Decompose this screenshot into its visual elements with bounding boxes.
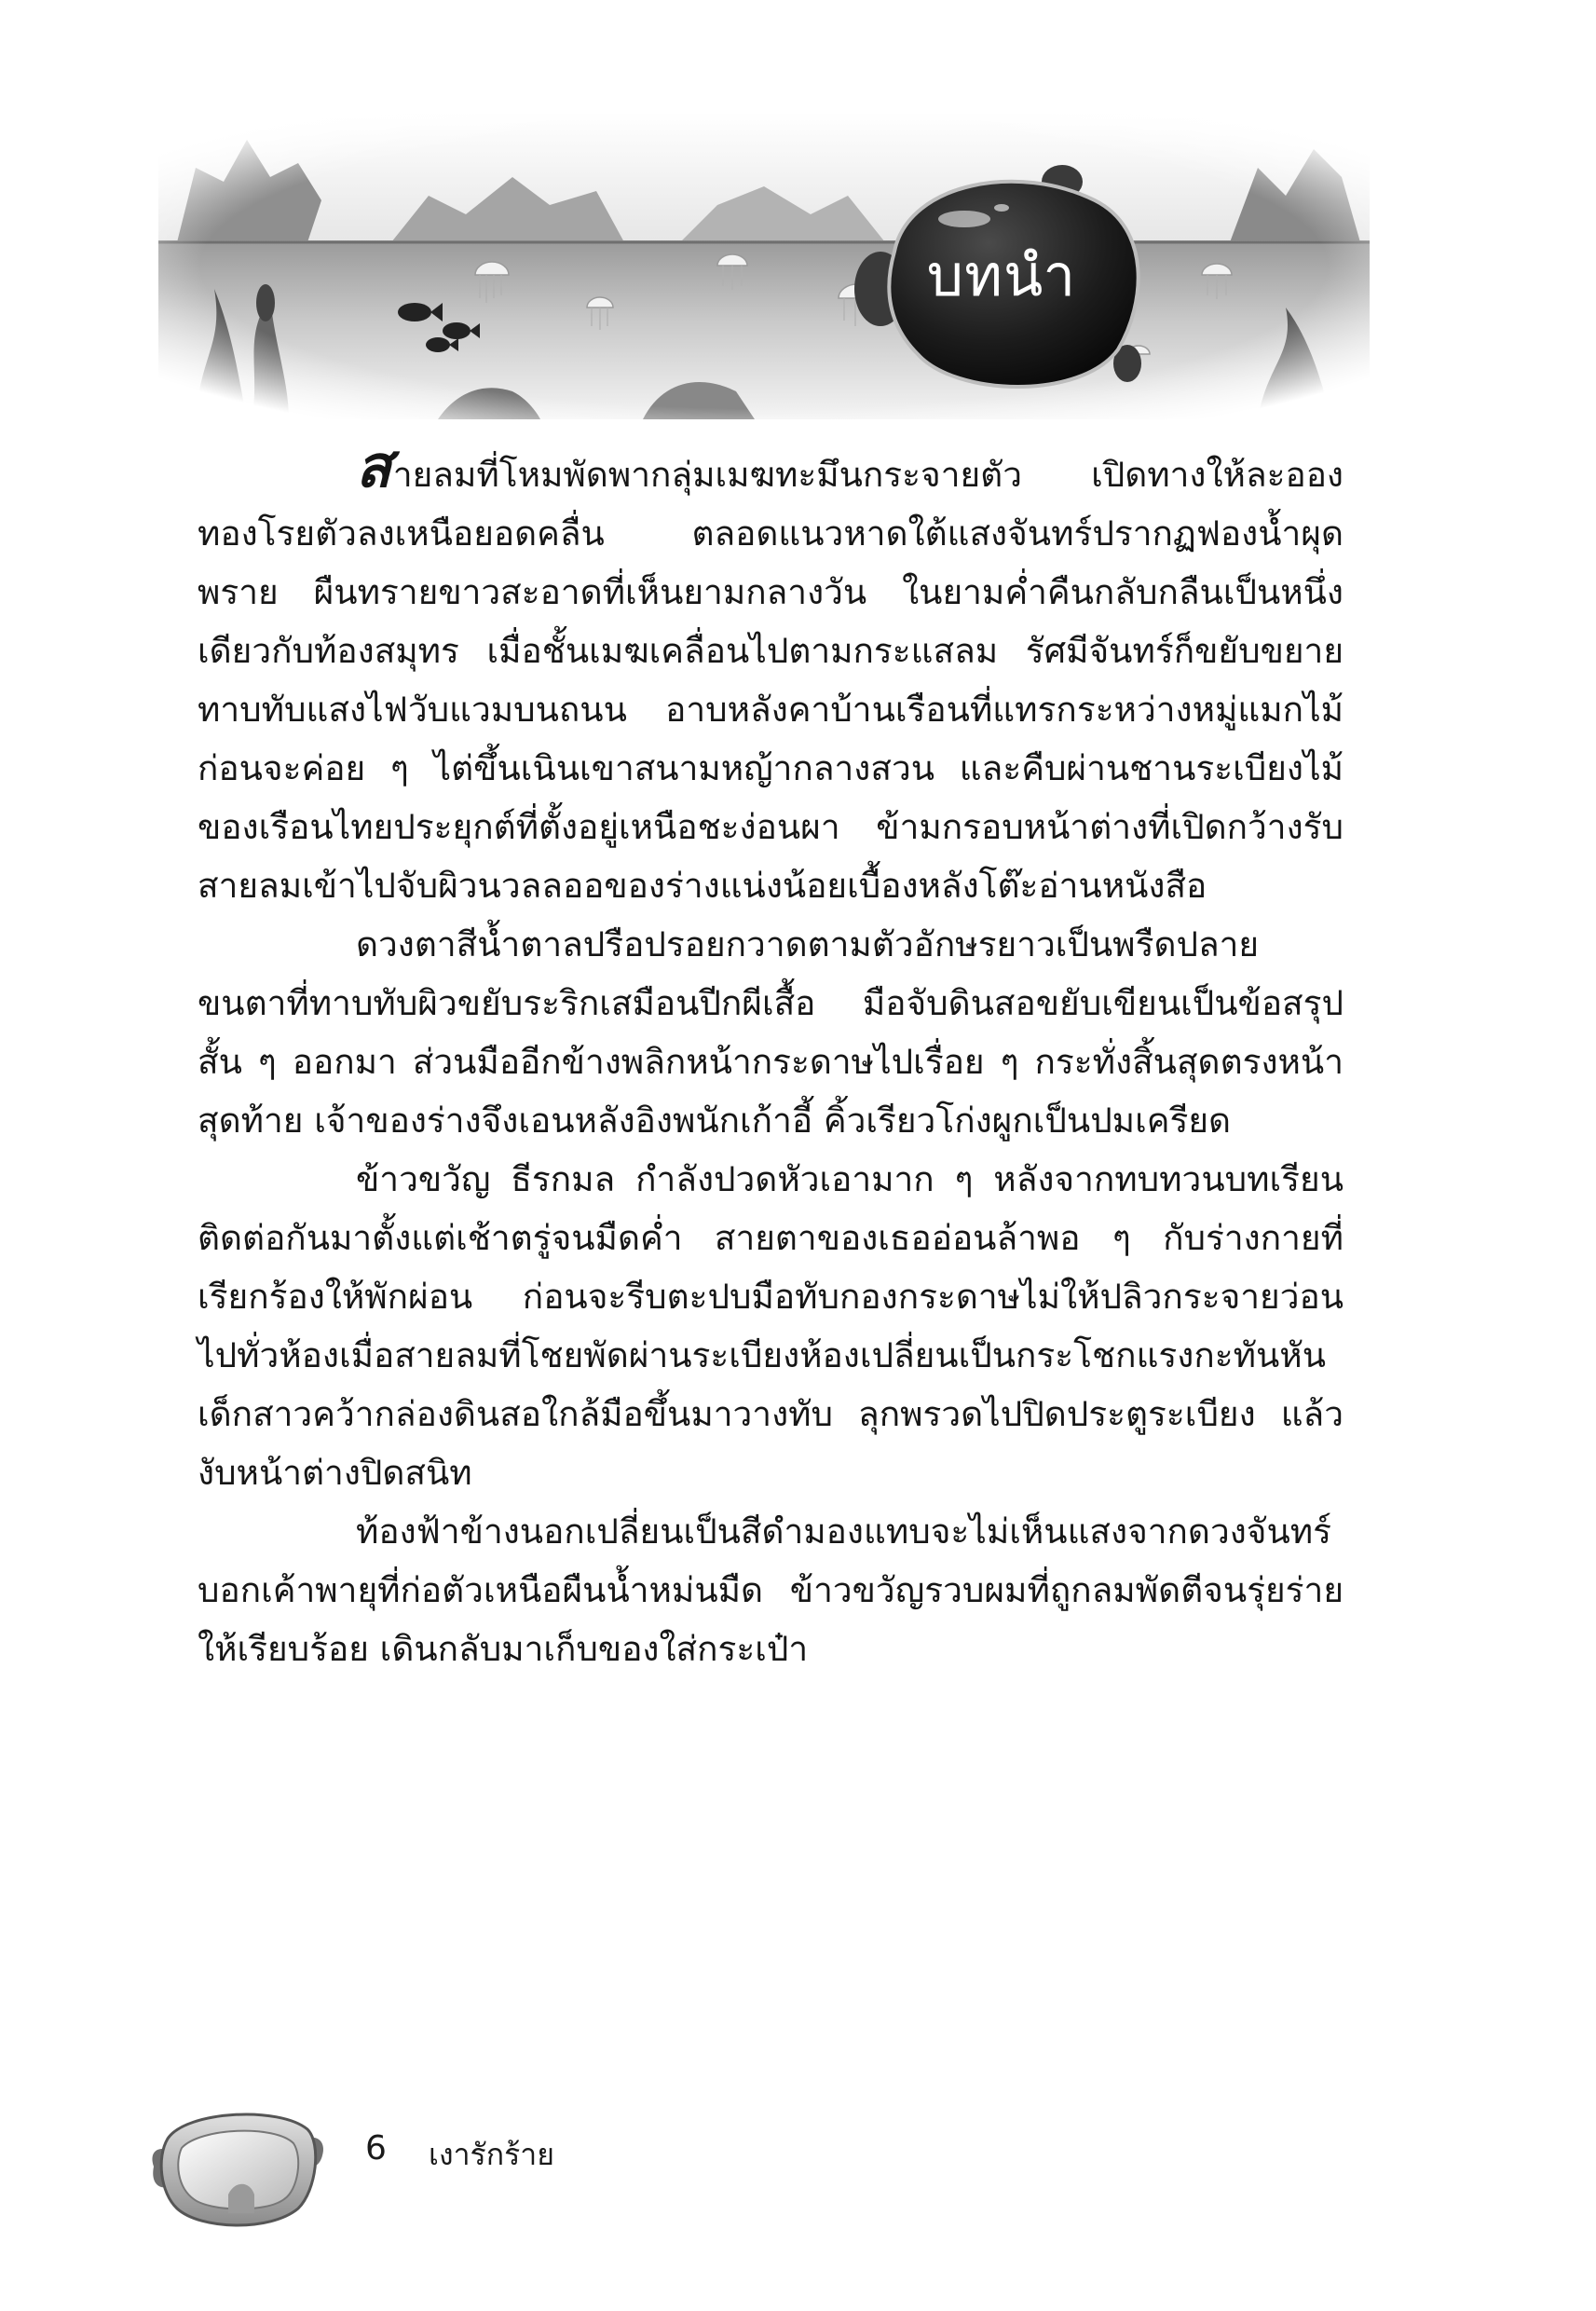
page-number: 6: [365, 2129, 387, 2167]
book-title: เงารักร้าย: [429, 2137, 554, 2172]
paragraph-3: [198, 1150, 1344, 1502]
underwater-scene-illustration: [158, 112, 1370, 419]
chapter-title: บทนำ: [926, 241, 1077, 309]
paragraph-4: [198, 1502, 1344, 1678]
paragraph-text: ท้องฟ้าข้างนอกเปลี่ยนเป็นสีดำมองแทบจะไม่เห็นแสงจากดวงจันทร์ บอกเค้าพายุที่ก่อตัวเหนือผืนน้ำหม่นมืด ข้าวขวัญรวบผมที่ถูกลมพัดตีจนรุ่ยร่ายให้เรียบร้อย เดินกลับมาเก็บของใส่กระเป๋า: [198, 1511, 1344, 1669]
paragraph-text: ายลมที่โหมพัดพากลุ่มเมฆทะมึนกระจายตัว เปิดทางให้ละอองทองโรยตัวลงเหนือยอดคลื่น ตลอดแนวหาดใต้แสงจันทร์ปรากฏฟองน้ำผุดพราย ผืนทรายขาวสะอาดที่เห็นยามกลางวัน ในยามค่ำคืนกลับกลืนเป็นหนึ่งเดียวกับท้องสมุทร เมื่อชั้นเมฆเคลื่อนไปตามกระแสลม รัศมีจันทร์ก็ขยับขยายทาบทับแสงไฟวับแวมบนถนน อาบหลังคาบ้านเรือนที่แทรกระหว่างหมู่แมกไม้ ก่อนจะค่อย ๆ ไต่ขึ้นเนินเขาสนามหญ้ากลางสวน และคืบผ่านชานระเบียงไม้ของเรือนไทยประยุกต์ที่ตั้งอยู่เหนือชะง่อนผา ข้ามกรอบหน้าต่างที่เปิดกว้างรับสายลมเข้าไปจับผิวนวลลออของร่างแน่งน้อยเบื้องหลังโต๊ะอ่านหนังสือ: [198, 455, 1344, 906]
page-body: [198, 432, 1344, 1678]
paragraph-1: [198, 432, 1344, 915]
diving-mask-icon: [149, 2101, 326, 2227]
header-banner: [158, 112, 1370, 419]
drop-cap: ส: [356, 432, 391, 500]
chapter-badge: [853, 163, 1151, 396]
paragraph-text: ข้าวขวัญ ธีรกมล กำลังปวดหัวเอามาก ๆ หลังจากทบทวนบทเรียนติดต่อกันมาตั้งแต่เช้าตรู่จนมืดค่ำ สายตาของเธออ่อนล้าพอ ๆ กับร่างกายที่เรียกร้องให้พักผ่อน ก่อนจะรีบตะปบมือทับกองกระดาษไม่ให้ปลิวกระจายว่อนไปทั่วห้องเมื่อสายลมที่โชยพัดผ่านระเบียงห้องเปลี่ยนเป็นกระโชกแรงกะทันหัน เด็กสาวคว้ากล่องดินสอใกล้มือขึ้นมาวางทับ ลุกพรวดไปปิดประตูระเบียง แล้วงับหน้าต่างปิดสนิท: [198, 1159, 1344, 1493]
paragraph-text: ดวงตาสีน้ำตาลปรือปรอยกวาดตามตัวอักษรยาวเป็นพรืดปลายขนตาที่ทาบทับผิวขยับระริกเสมือนปีกผีเสื้อ มือจับดินสอขยับเขียนเป็นข้อสรุปสั้น ๆ ออกมา ส่วนมืออีกข้างพลิกหน้ากระดาษไปเรื่อย ๆ กระทั่งสิ้นสุดตรงหน้าสุดท้าย เจ้าของร่างจึงเอนหลังอิงพนักเก้าอี้ คิ้วเรียวโก่งผูกเป็นปมเครียด: [198, 924, 1344, 1141]
paragraph-2: [198, 915, 1344, 1150]
page-footer: [149, 2101, 801, 2232]
